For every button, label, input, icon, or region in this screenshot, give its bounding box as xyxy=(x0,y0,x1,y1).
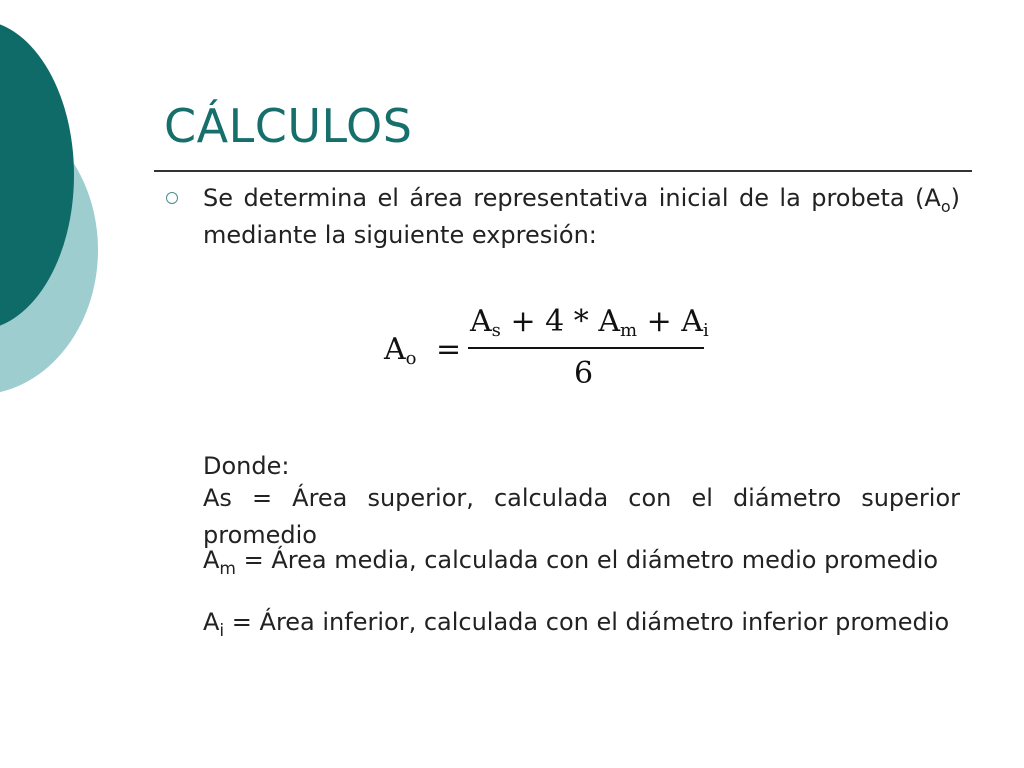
slide-title: CÁLCULOS xyxy=(164,99,413,153)
definition-as: As = Área superior, calculada con el diámetro superior promedio xyxy=(203,484,960,549)
definition-ai: $A_i$ = Área inferior, calculada con el diámetro inferior promedio xyxy=(203,608,950,641)
formula-lhs: $A_o$ xyxy=(384,332,417,369)
formula-denominator: 6 xyxy=(574,356,594,391)
title-divider xyxy=(154,170,972,172)
formula-equals: = xyxy=(436,332,462,367)
bullet-circle-icon xyxy=(166,192,178,204)
definition-am: $A_m$ = Área media, calculada con el diámetro medio promedio xyxy=(203,546,939,579)
formula-numerator: $A_s + 4 * A_m + A_i$ xyxy=(470,304,709,341)
bullet-text: Se determina el área representativa inicial de la probeta $(A_o)$ mediante la siguiente expresión: xyxy=(203,184,960,249)
where-label: Donde: xyxy=(203,452,290,480)
fraction-bar xyxy=(468,347,704,349)
area-formula xyxy=(384,300,724,400)
